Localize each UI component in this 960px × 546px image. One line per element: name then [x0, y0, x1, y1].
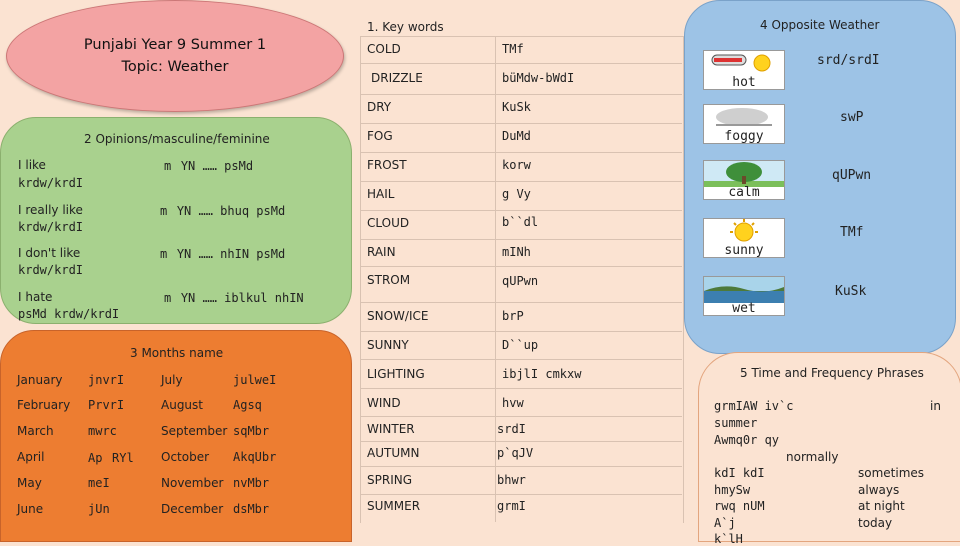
- time-pj-line: A`j: [714, 516, 736, 530]
- hot-thermometer-icon: [703, 50, 785, 90]
- keyword-pj: TMf: [502, 42, 524, 56]
- opinion-en-1: I like: [18, 158, 46, 172]
- month-en: June: [17, 502, 44, 516]
- keyword-en: FROST: [367, 158, 407, 172]
- keyword-divider: [360, 441, 682, 442]
- title-oval: [6, 0, 344, 112]
- opposite-caption: wet: [732, 301, 756, 316]
- time-pj-line: k`lH: [714, 532, 743, 546]
- opposite-pj: TMf: [840, 225, 864, 240]
- opposite-heading: 4 Opposite Weather: [760, 18, 880, 32]
- month-en: December: [161, 502, 224, 516]
- keyword-divider: [360, 494, 682, 495]
- keyword-divider: [360, 181, 682, 182]
- month-en: October: [161, 450, 210, 464]
- month-pj: meI: [88, 476, 110, 490]
- time-pj-line: kdI kdI: [714, 466, 765, 480]
- time-pj-line: hmySw: [714, 483, 751, 497]
- keyword-pj: srdI: [497, 422, 526, 436]
- time-pj-line: grmIAW iv`c: [714, 399, 794, 413]
- keyword-divider: [360, 94, 682, 95]
- keyword-divider: [360, 152, 682, 153]
- time-en-at-night: at night: [858, 499, 905, 513]
- opposite-caption: foggy: [724, 129, 764, 144]
- opinion-en-3: I don't like: [18, 246, 81, 260]
- month-pj: jnvrI: [88, 373, 125, 387]
- keyword-pj: qUPwn: [502, 274, 539, 288]
- keyword-divider: [360, 266, 682, 267]
- keyword-en: SNOW/ICE: [367, 309, 429, 323]
- keywords-divider: [495, 36, 496, 522]
- opposite-caption: sunny: [724, 243, 764, 258]
- keyword-divider: [360, 123, 682, 124]
- keyword-pj: bhwr: [497, 473, 526, 487]
- keyword-pj: DuMd: [502, 129, 531, 143]
- month-en: February: [17, 398, 71, 412]
- opinion-en-4: I hate: [18, 290, 53, 304]
- keyword-pj: p`qJV: [497, 446, 534, 460]
- opposite-pj: qUPwn: [832, 168, 872, 183]
- keyword-divider: [360, 331, 682, 332]
- opinions-heading: 2 Opinions/masculine/feminine: [84, 132, 270, 146]
- month-en: January: [17, 373, 63, 387]
- keyword-en: COLD: [367, 42, 401, 56]
- keyword-divider: [360, 466, 682, 467]
- keyword-divider: [360, 302, 682, 303]
- keyword-en: WIND: [367, 396, 401, 410]
- month-pj: julweI: [233, 373, 277, 387]
- month-en: May: [17, 476, 42, 490]
- month-pj: ApRYl: [88, 451, 134, 465]
- keyword-pj: ibjlI cmkxw: [502, 367, 582, 381]
- month-pj: mwrc: [88, 424, 117, 438]
- time-en-today: today: [858, 516, 893, 530]
- keyword-en: SPRING: [367, 473, 413, 487]
- opinion-en-2: I really like: [18, 203, 83, 217]
- opinion-en2-4: psMd krdw/krdI: [18, 307, 120, 321]
- month-en: April: [17, 450, 45, 464]
- month-pj: nvMbr: [233, 476, 270, 490]
- time-pj-line: Awmq0r qy: [714, 433, 780, 447]
- keyword-pj: KuSk: [502, 100, 531, 114]
- month-pj: sqMbr: [233, 424, 270, 438]
- time-heading: 5 Time and Frequency Phrases: [740, 366, 924, 380]
- foggy-icon: [703, 104, 785, 144]
- keyword-divider: [360, 63, 682, 64]
- time-en-normally: normally: [786, 450, 839, 464]
- keyword-en: WINTER: [367, 422, 415, 436]
- calm-tree-icon: [703, 160, 785, 200]
- month-en: September: [161, 424, 228, 438]
- sunny-icon: [703, 218, 785, 258]
- keyword-en: STROM: [367, 273, 411, 287]
- month-en: November: [161, 476, 224, 490]
- months-heading: 3 Months name: [130, 346, 224, 360]
- keyword-en: LIGHTING: [367, 367, 425, 381]
- time-pj-line: rwq nUM: [714, 499, 765, 513]
- opinion-en2-2: krdw/krdI: [18, 220, 84, 234]
- opinion-pj-2: mYN …… bhuq psMd: [160, 204, 286, 218]
- opinion-pj-1: mYN …… psMd: [164, 159, 254, 173]
- time-phrases-panel: [698, 352, 960, 542]
- keyword-en: HAIL: [367, 187, 395, 201]
- keyword-divider: [360, 239, 682, 240]
- time-en-sometimes: sometimes: [858, 466, 925, 480]
- keywords-heading: 1. Key words: [367, 20, 444, 34]
- keyword-en: SUNNY: [367, 338, 409, 352]
- opposite-pj: srd/srdI: [817, 53, 880, 68]
- keyword-pj: hvw: [502, 396, 524, 410]
- keyword-en: FOG: [367, 129, 393, 143]
- time-pj-line: summer: [714, 416, 758, 430]
- keyword-divider: [360, 210, 682, 211]
- month-pj: Agsq: [233, 398, 262, 412]
- keyword-en: CLOUD: [367, 216, 410, 230]
- keyword-pj: D``up: [502, 338, 539, 352]
- keyword-divider: [360, 388, 682, 389]
- opinion-pj-4: mYN …… iblkul nhIN: [164, 291, 304, 305]
- opposite-caption: hot: [732, 75, 756, 90]
- keyword-pj: b``dl: [502, 215, 539, 229]
- month-en: August: [161, 398, 203, 412]
- keyword-en: AUTUMN: [367, 446, 420, 460]
- wet-lake-icon: [703, 276, 785, 316]
- opposite-pj: KuSk: [835, 284, 867, 299]
- keyword-divider: [360, 359, 682, 360]
- month-pj: jUn: [88, 502, 110, 516]
- keyword-pj: grmI: [497, 499, 526, 513]
- page-title: Punjabi Year 9 Summer 1: [83, 37, 267, 53]
- keyword-en: DRY: [367, 100, 392, 114]
- time-en-always: always: [858, 483, 900, 497]
- opposite-caption: calm: [728, 185, 760, 200]
- month-en: March: [17, 424, 54, 438]
- opinion-pj-3: mYN …… nhIN psMd: [160, 247, 286, 261]
- keyword-pj: büMdw-bWdI: [502, 71, 575, 85]
- keyword-pj: g Vy: [502, 187, 531, 201]
- opinion-en2-3: krdw/krdI: [18, 263, 84, 277]
- keyword-pj: brP: [502, 309, 524, 323]
- page-subtitle: Topic: Weather: [121, 59, 229, 75]
- keyword-en: DRIZZLE: [371, 71, 423, 85]
- keyword-pj: mINh: [502, 245, 531, 259]
- keyword-en: SUMMER: [367, 499, 421, 513]
- time-en-in: in: [930, 399, 941, 413]
- month-pj: PrvrI: [88, 398, 125, 412]
- opposite-pj: swP: [840, 110, 864, 125]
- keyword-en: RAIN: [367, 245, 396, 259]
- month-pj: AkqUbr: [233, 450, 277, 464]
- month-en: July: [161, 373, 183, 387]
- keyword-divider: [360, 416, 682, 417]
- keyword-pj: korw: [502, 158, 531, 172]
- month-pj: dsMbr: [233, 502, 270, 516]
- opinion-en2-1: krdw/krdI: [18, 176, 84, 190]
